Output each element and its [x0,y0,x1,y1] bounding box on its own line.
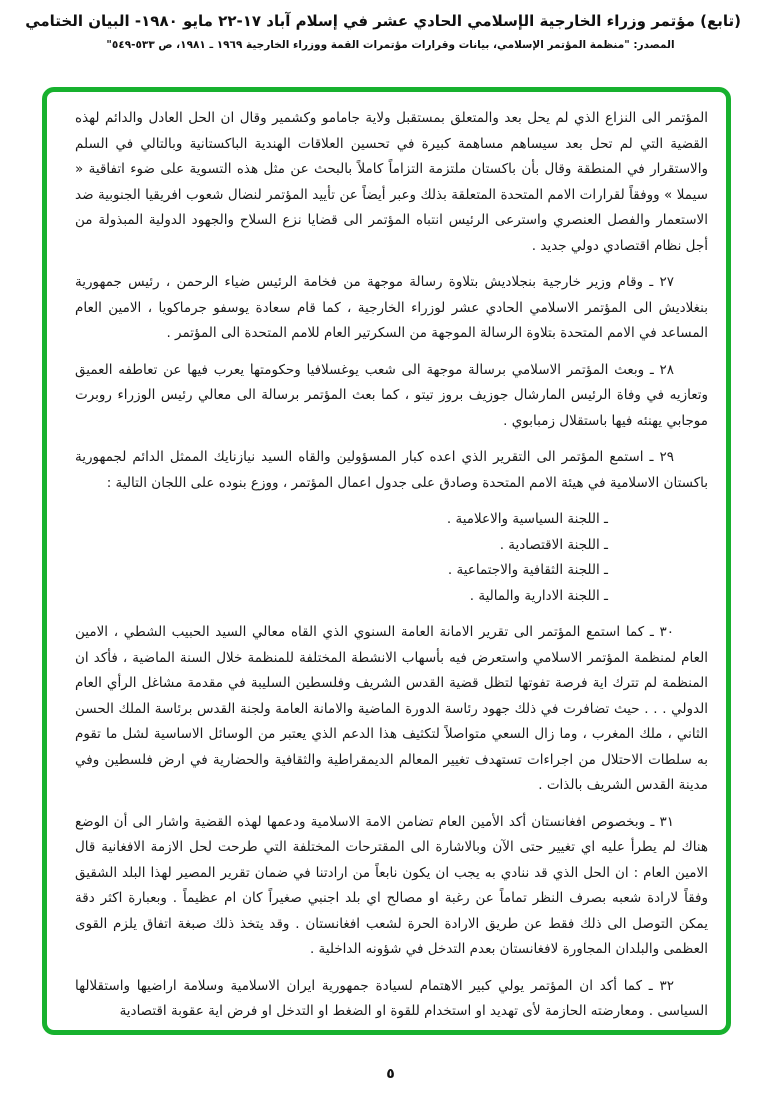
committee-item-political-media: ـ اللجنة السياسية والاعلامية . [446,511,608,527]
committee-item-administrative-financial: ـ اللجنة الادارية والمالية . [469,587,608,604]
page-number: ٥ [386,1066,395,1082]
paragraph-30: ٣٠ ـ كما استمع المؤتمر الى تقرير الامانة العامة السنوي الذي القاه معالي السيد الحبيب الشطي ، الامين العام لمنظمة المؤتمر الاسلامي واستعرض فيه بأسهاب الانشطة المختلفة للمنظمة خلال السنة الماضية ، فأكد ان المنظمة لم تترك اية فرصة تفوتها لتظل قضية القدس الشريف وفلسطين السليبة في مقدمة مشاغل الرأي العام الدولي . . . حيث تضافرت في ذلك جهود رئاسة الدورة الماضية والامانة العامة ولجنة القدس برئاسة الملك الحسن الثاني ، ملك المغرب ، وما زال السعي متواصلاً لتكثيف هذا الدعم الذي يعتبر من الوسائل الاساسية لشل ما تقوم به سلطات الاحتلال من اجراءات تستهدف تغيير المعالم الديمقراطية والثقافية والحضارية في ارض فلسطين وفي مدينة القدس الشريف بالذات . [75,624,708,793]
document-title: (تابع) مؤتمر وزراء الخارجية الإسلامي الحادي عشر في إسلام آباد ١٧-٢٢ مايو ١٩٨٠- البيان الختامي [25,12,741,30]
document-header [25,12,741,51]
document-source-line: المصدر: "منظمة المؤتمر الإسلامي، بيانات وقرارات مؤتمرات القمة ووزراء الخارجية ١٩٦٩ ـ ١٩٨١، ص ٥٣٣-٥٤٩" [106,39,675,51]
paragraph-32: ٣٢ ـ كما أكد ان المؤتمر يولي كبير الاهتمام لسيادة جمهورية ايران الاسلامية وسلامة اراضيها واستقلالها السياسى . ومعارضته الحازمة لأى تهديد او استخدام للقوة او الضغط او التدخل او فرض اية عقوبة اقتصادية [75,977,708,1019]
paragraph-29: ٢٩ ـ استمع المؤتمر الى التقرير الذي اعده كبار المسؤولين والقاه السيد نيازنايك الممثل الدائم لجمهورية باكستان الاسلامية في هيئة الامم المتحدة وصادق على جدول اعمال المؤتمر ، ووزع بنوده على اللجان التالية : [75,449,708,491]
paragraph-continuation: المؤتمر الى النزاع الذي لم يحل بعد والمتعلق بمستقبل ولاية جامامو وكشمير وقال ان الحل العادل والدائم لهذه القضية التي لم تحل بعد سيساهم مساهمة كبيرة في تحسين العلاقات الهندية الباكستانية وبالتالي في السلم والاستقرار في المنطقة وقال بأن باكستان ملتزمة التزاماً كاملاً بالبحث عن مثل هذه التسوية على ضوء اتفاقية « سيملا » ووفقاً لقرارات الامم المتحدة المتعلقة بذلك وعبر أيضاً عن تأييد المؤتمر لنضال شعوب افريقيا الجنوبية ضد الاستعمار والفصل العنصري واسترعى الرئيس انتباه المؤتمر الى قضايا نزع السلاح والجهود الدولية المبذولة من أجل نظام اقتصادي دولي جديد . [75,110,708,254]
content-frame [42,87,731,1035]
committees-list [75,507,708,609]
committee-item-cultural-social: ـ اللجنة الثقافية والاجتماعية . [447,562,608,578]
paragraph-31: ٣١ ـ وبخصوص افغانستان أكد الأمين العام تضامن الامة الاسلامية ودعمها لهذه القضية واشار الى أن الوضع هناك لم يطرأ عليه اي تغيير حتى الآن وبالاشارة الى المقترحات المختلفة التي طرحت لحل الازمة الافغانية قال الامين العام : ان الحل الذي قد ننادي به يجب ان يكون نابعاً من ارادتنا في ضمان تقرير المصير لهذا البلد الشقيق وفقاً لارادة شعبه بصرف النظر تماماً عن رغبة او مصالح اي بلد اجنبي صغيراً كان ام عظيماً . وبعبارة اكثر دقة يمكن التوصل الى ذلك فقط عن طريق الارادة الحرة لشعب افغانستان . وقد يتخذ ذلك صبغة اتفاق يلزم القوى العظمى والبلدان المجاورة لافغانستان بعدم التدخل في شؤونه الداخلية . [75,813,708,957]
paragraph-28: ٢٨ ـ وبعث المؤتمر الاسلامي برسالة موجهة الى شعب يوغسلافيا وحكومتها يعرب فيها عن تعاطفه العميق وتعازيه في وفاة الرئيس المارشال جوزيف بروز تيتو ، كما بعث المؤتمر برسالة الى معالي رئيس الوزراء روبرت موجابي يهنئه فيها باستقلال زمبابوي . [75,361,708,429]
paragraph-27: ٢٧ ـ وقام وزير خارجية بنجلاديش بتلاوة رسالة موجهة من فخامة الرئيس ضياء الرحمن ، رئيس جمهورية بنغلاديش الى المؤتمر الاسلامي الحادي عشر لوزراء الخارجية ، كما قام سعادة يوسفو جرماكويا ، الامين العام المساعد في الامم المتحدة بتلاوة الرسالة الموجهة من السكرتير العام للامم المتحدة الى المؤتمر . [75,274,708,341]
committee-item-economic: ـ اللجنة الاقتصادية . [499,536,608,553]
